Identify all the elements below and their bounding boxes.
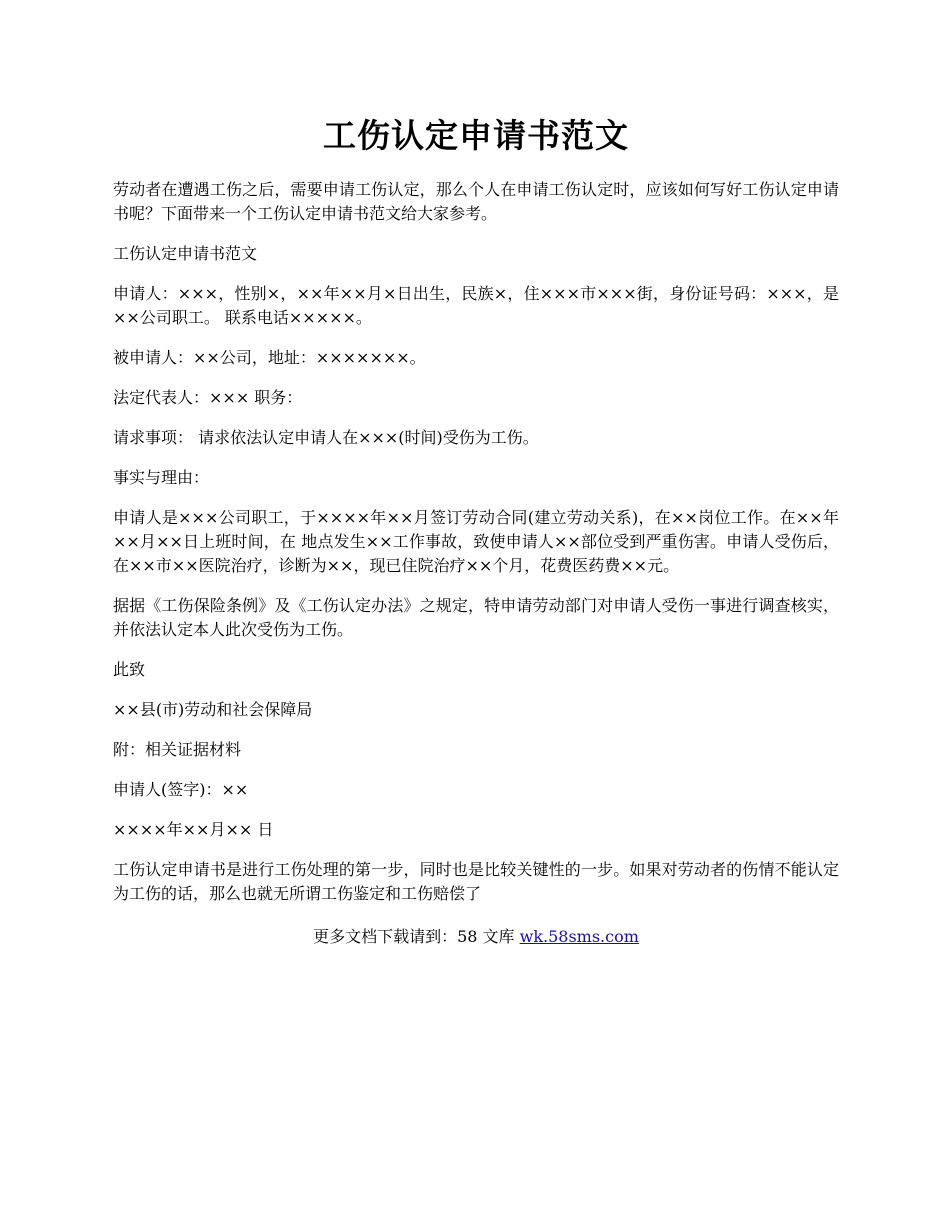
recipient: ××县(市)劳动和社会保障局 [113, 700, 313, 719]
respondent-paragraph: 被申请人：××公司，地址：×××××××。 [113, 348, 426, 367]
document-body [113, 178, 839, 922]
intro-paragraph: 劳动者在遭遇工伤之后，需要申请工伤认定，那么个人在申请工伤认定时，应该如何写好工伤认定申请书呢？下面带来一个工伤认定申请书范文给大家参考。 [113, 180, 839, 223]
legal-basis-paragraph: 据据《工伤保险条例》及《工伤认定办法》之规定，特申请劳动部门对申请人受伤一事进行调查核实，并依法认定本人此次受伤为工伤。 [113, 596, 839, 639]
download-link[interactable]: wk.58sms.com [519, 927, 639, 946]
facts-heading: 事实与理由： [113, 468, 210, 487]
attachment-note: 附：相关证据材料 [113, 740, 242, 759]
applicant-paragraph: 申请人：×××，性别×，××年××月×日出生，民族×，住×××市×××街，身份证号码：×××，是××公司职工。 联系电话×××××。 [113, 284, 839, 327]
document-title: 工伤认定申请书范文 [323, 116, 629, 155]
salutation: 此致 [113, 660, 146, 679]
request-paragraph: 请求事项： 请求依法认定申请人在×××(时间)受伤为工伤。 [113, 428, 539, 447]
signature-line: 申请人(签字)：×× [113, 780, 249, 799]
closing-paragraph: 工伤认定申请书是进行工伤处理的第一步，同时也是比较关键性的一步。如果对劳动者的伤情不能认定为工伤的话，那么也就无所谓工伤鉴定和工伤赔偿了 [113, 860, 839, 903]
section-heading: 工伤认定申请书范文 [113, 244, 258, 263]
date-line: ××××年××月×× 日 [113, 820, 274, 839]
footer-text: 更多文档下载请到：58 文库 [313, 927, 520, 946]
download-footer [113, 925, 839, 949]
facts-paragraph: 申请人是×××公司职工，于××××年××月签订劳动合同(建立劳动关系)，在××岗位工作。在××年××月××日上班时间，在 地点发生××工作事故，致使申请人××部位受到严重伤害。申请人受伤后，在××市××医院治疗，诊断为××，现已住院治疗××个月，花费医药费××元。 [113, 508, 839, 575]
legal-representative-paragraph: 法定代表人：××× 职务： [113, 388, 303, 407]
